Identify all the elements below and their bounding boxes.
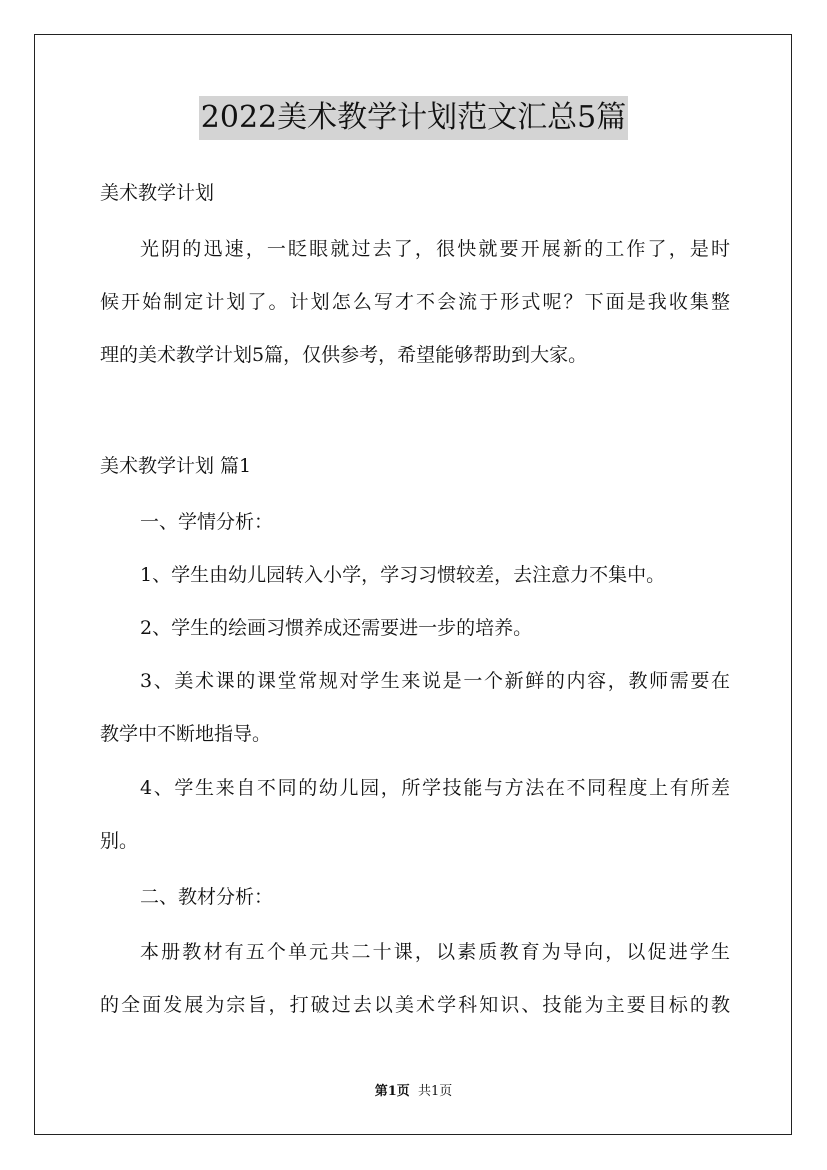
list-item: 1、学生由幼儿园转入小学，学习习惯较差，去注意力不集中。: [140, 564, 666, 586]
paragraph-line: 候开始制定计划了。计划怎么写才不会流于形式呢？下面是我收集整: [100, 291, 730, 313]
paragraph-line: 理的美术教学计划5篇，仅供参考，希望能够帮助到大家。: [100, 344, 588, 366]
paragraph-line: 的全面发展为宗旨，打破过去以美术学科知识、技能为主要目标的教: [100, 994, 730, 1016]
list-item-continuation: 别。: [100, 830, 139, 852]
document-title: 2022美术教学计划范文汇总5篇: [199, 96, 628, 140]
page-footer: [0, 1083, 827, 1101]
list-item: 3、美术课的课堂常规对学生来说是一个新鲜的内容，教师需要在: [140, 670, 730, 692]
list-item: 2、学生的绘画习惯养成还需要进一步的培养。: [140, 617, 533, 639]
section-heading: 美术教学计划: [100, 182, 215, 204]
page-number: 第1页: [374, 1084, 410, 1099]
subheading: 二、教材分析：: [140, 886, 274, 908]
section-heading: 美术教学计划 篇1: [100, 455, 252, 477]
title-container: [0, 96, 827, 140]
paragraph-line: 本册教材有五个单元共二十课，以素质教育为导向，以促进学生: [140, 941, 730, 963]
subheading: 一、学情分析：: [140, 511, 274, 533]
list-item: 4、学生来自不同的幼儿园，所学技能与方法在不同程度上有所差: [140, 777, 730, 799]
page-total: 共1页: [418, 1084, 453, 1099]
list-item-continuation: 教学中不断地指导。: [100, 723, 272, 745]
paragraph-line: 光阴的迅速，一眨眼就过去了，很快就要开展新的工作了，是时: [140, 238, 730, 260]
